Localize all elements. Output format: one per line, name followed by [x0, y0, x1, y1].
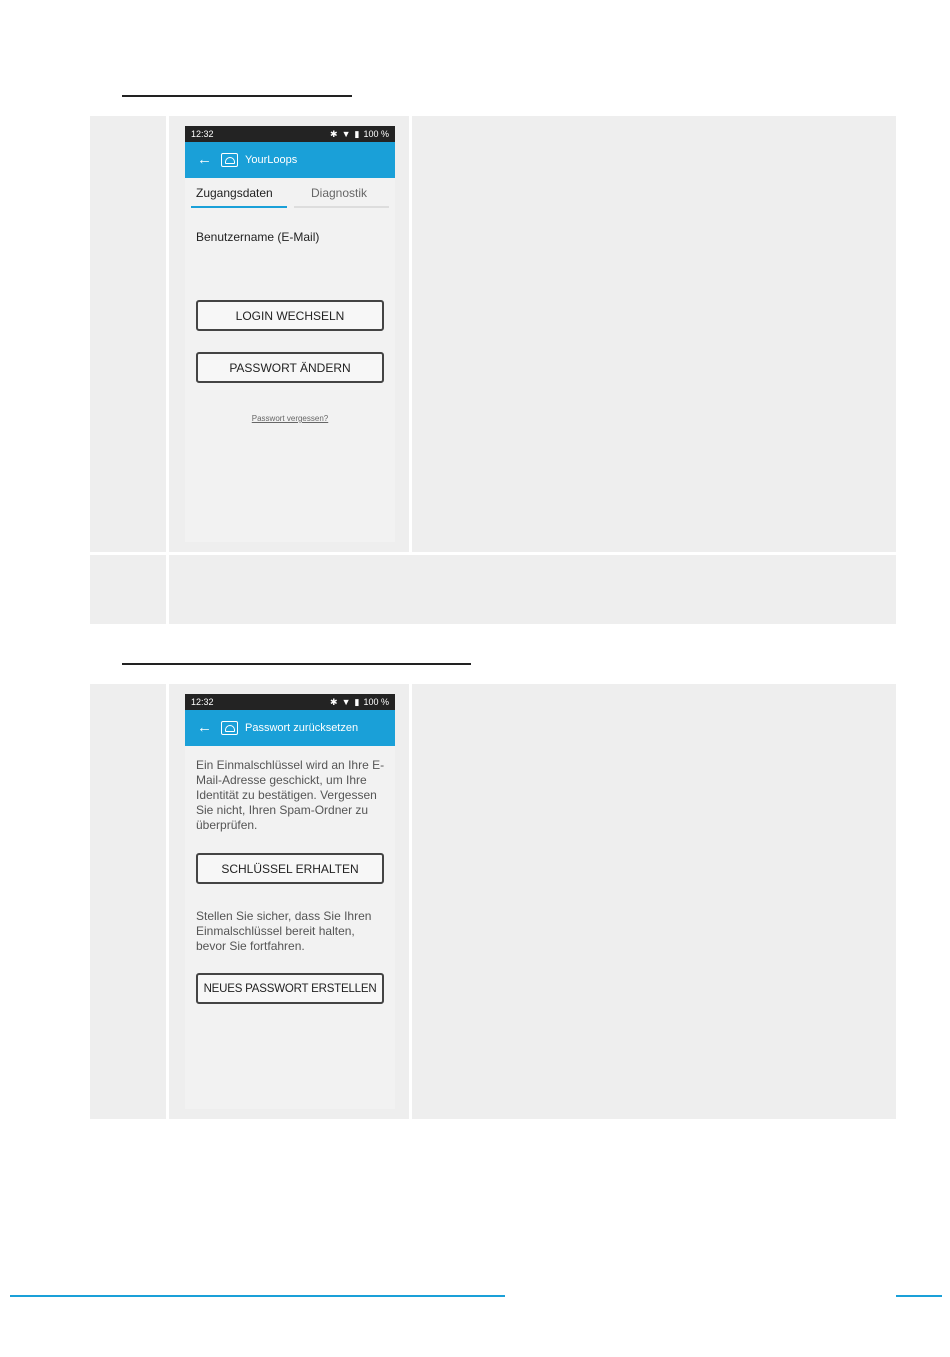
back-arrow-icon[interactable]: ←: [197, 719, 212, 736]
footer-rule-right: [896, 1295, 942, 1297]
table-1-note-step-cell: [90, 555, 166, 624]
app-bar: [185, 710, 395, 746]
app-logo-icon: [221, 721, 238, 735]
table-2-description-cell: [412, 684, 896, 1119]
battery-icon: ▮: [354, 129, 360, 139]
status-bar: [185, 694, 395, 710]
table-2: [90, 684, 896, 1119]
battery-icon: ▮: [354, 697, 360, 707]
battery-level: 100 %: [363, 697, 389, 707]
table-1-description-cell: [412, 116, 896, 552]
intro-text: Ein Einmalschlüssel wird an Ihre E-Mail-Adresse geschickt, um Ihre Identität zu bestätigen. Vergessen Sie nicht, Ihren Spam-Ordner zu überprüfen.: [196, 758, 385, 832]
table-1: [90, 116, 896, 624]
bluetooth-icon: ✱: [330, 129, 338, 139]
tab-zugangsdaten[interactable]: Zugangsdaten: [196, 186, 273, 200]
username-label: Benutzername (E-Mail): [196, 230, 320, 244]
passwort-aendern-button[interactable]: PASSWORT ÄNDERN: [196, 352, 384, 383]
neues-passwort-erstellen-button[interactable]: NEUES PASSWORT ERSTELLEN: [196, 973, 384, 1004]
section-heading-1-underline: [122, 95, 352, 97]
tab-diagnostik[interactable]: Diagnostik: [311, 186, 368, 200]
table-1-step-cell: [90, 116, 166, 552]
phone-screen-settings: [185, 126, 395, 542]
tab-bar: [185, 178, 395, 210]
status-time: 12:32: [191, 129, 214, 139]
tab-diagnostik-indicator: [294, 206, 389, 208]
battery-level: 100 %: [363, 129, 389, 139]
table-2-screenshot-cell: [169, 684, 409, 1119]
app-logo-icon: [221, 153, 238, 167]
login-wechseln-button[interactable]: LOGIN WECHSELN: [196, 300, 384, 331]
section-heading-2-underline: [122, 663, 471, 665]
bluetooth-icon: ✱: [330, 697, 338, 707]
app-title: Passwort zurücksetzen: [245, 722, 359, 734]
wifi-icon: ▼: [341, 697, 351, 707]
table-1-note-cell: [169, 555, 896, 624]
table-1-screenshot-cell: [169, 116, 409, 552]
forgot-password-link[interactable]: Passwort vergessen?: [251, 414, 329, 423]
app-title: YourLoops: [245, 154, 298, 166]
wifi-icon: ▼: [341, 129, 351, 139]
back-arrow-icon[interactable]: ←: [197, 151, 212, 168]
status-bar: [185, 126, 395, 142]
ready-text: Stellen Sie sicher, dass Sie Ihren Einmalschlüssel bereit halten, bevor Sie fortfahren.: [196, 909, 372, 953]
footer-rule-left: [10, 1295, 505, 1297]
app-bar: [185, 142, 395, 178]
table-2-step-cell: [90, 684, 166, 1119]
phone-screen-reset-password: [185, 694, 395, 1109]
schluessel-erhalten-button[interactable]: SCHLÜSSEL ERHALTEN: [196, 853, 384, 884]
status-time: 12:32: [191, 697, 214, 707]
tab-zugangsdaten-indicator: [191, 206, 287, 208]
